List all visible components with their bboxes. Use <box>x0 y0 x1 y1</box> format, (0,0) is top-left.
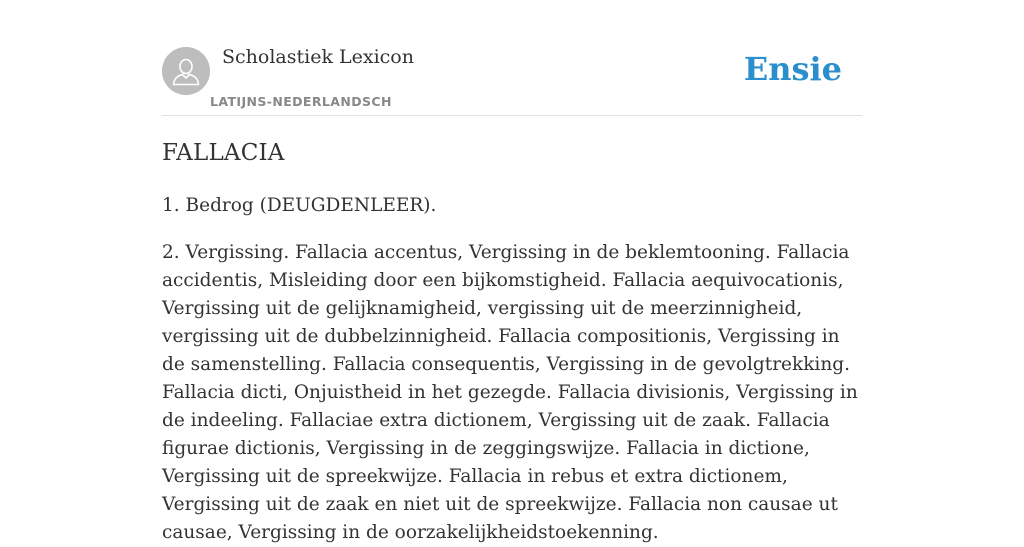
source-title-link[interactable]: Scholastiek Lexicon <box>222 46 414 68</box>
brand-logo-link[interactable]: Ensie <box>743 50 842 88</box>
entry-title: FALLACIA <box>162 140 285 166</box>
page-container <box>162 0 862 543</box>
source-subtitle: LATIJNS-NEDERLANDSCH <box>210 94 392 109</box>
entry-paragraph: 2. Vergissing. Fallacia accentus, Vergissing in de beklemtooning. Fallacia accidentis, Misleiding door een bijkomstigheid. Fallacia aequivocationis, Vergissing uit de gelijknamigheid, vergissing uit de meerzinnigheid, vergissing uit de dubbelzinnigheid. Fallacia compositionis, Vergissing in de samenstelling. Fallacia consequentis, Vergissing in de gevolgtrekking. Fallacia dicti, Onjuistheid in het gezegde. Fallacia divisionis, Vergissing in de indeeling. Fallaciae extra dictionem, Vergissing uit de zaak. Fallacia figurae dictionis, Vergissing in de zeggingswijze. Fallacia in dictione, Vergissing uit de spreekwijze. Fallacia in rebus et extra dictionem, Vergissing uit de zaak en niet uit de spreekwijze. Fallacia non causae ut causae, Vergissing in de oorzakelijkheidstoekenning. <box>162 242 858 543</box>
user-icon[interactable] <box>162 47 210 95</box>
header <box>162 0 862 116</box>
entry-paragraph: 1. Bedrog (DEUGDENLEER). <box>162 195 437 216</box>
